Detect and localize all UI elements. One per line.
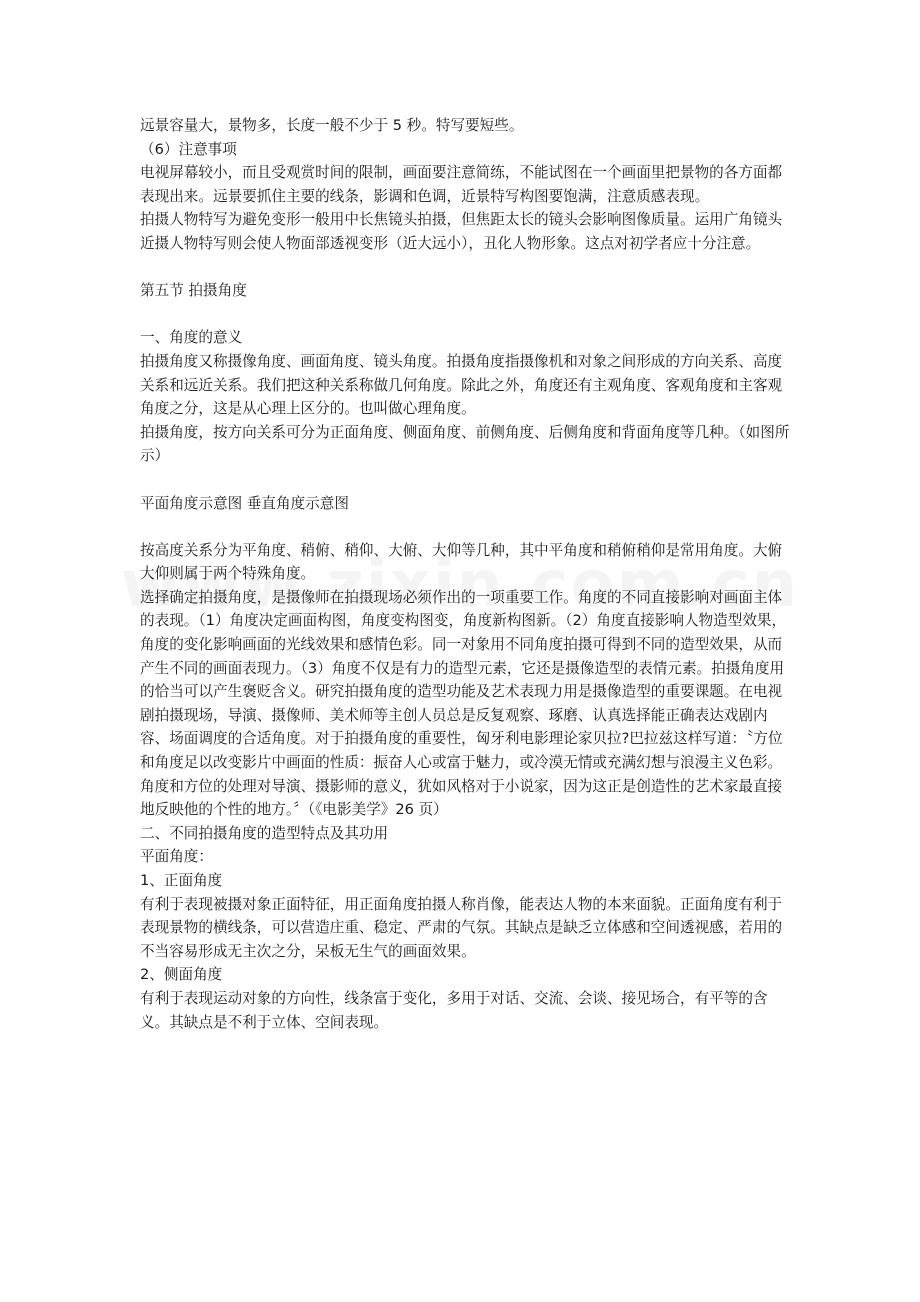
- heading-plane-angle: 平面角度：: [140, 848, 213, 866]
- heading-angle-features: 二、不同拍摄角度的造型特点及其功用: [140, 824, 389, 842]
- heading-front-angle: 1、正面角度: [140, 872, 223, 889]
- spacer: [140, 303, 790, 327]
- paragraph-side-angle: 有利于表现运动对象的方向性，线条富于变化，多用于对话、交流、会谈、接见场合，有平等的含义。其缺点是不利于立体、空间表现。: [140, 989, 768, 1031]
- paragraph-angle-definition: 拍摄角度又称摄像角度、画面角度、镜头角度。拍摄角度指摄像机和对象之间形成的方向关系、高度关系和远近关系。我们把这种关系称做几何角度。除此之外，角度还有主观角度、客观角度和主客观角度之分，这是从心理上区分的。也叫做心理角度。: [140, 352, 783, 418]
- paragraph-portrait-closeup: 拍摄人物特写为避免变形一般用中长焦镜头拍摄，但焦距太长的镜头会影响图像质量。运用广角镜头近摄人物特写则会使人物面部透视变形（近大远小），丑化人物形象。这点对初学者应十分注意。: [140, 211, 783, 252]
- figure-captions: 平面角度示意图 垂直角度示意图: [140, 494, 349, 512]
- spacer: [140, 256, 790, 280]
- spacer: [140, 515, 790, 539]
- paragraph-height-relation: 按高度关系分为平角度、稍俯、稍仰、大俯、大仰等几种，其中平角度和稍俯稍仰是常用角度。大俯大仰则属于两个特殊角度。: [140, 541, 783, 583]
- paragraph-choose-angle: 选择确定拍摄角度，是摄像师在拍摄现场必须作出的一项重要工作。角度的不同直接影响对画面主体的表现。（1）角度决定画面构图，角度变构图变，角度新构图新。（2）角度直接影响人物造型效果，角度的变化影响画面的光线效果和感情色彩。同一对象用不同角度拍摄可得到不同的造型效果，从而产生不同的画面表现力。（3）角度不仅是有力的造型元素，它还是摄像造型的表情元素。拍摄角度用的恰当可以产生褒贬含义。研究拍摄角度的造型功能及艺术表现力用是摄像造型的重要课题。在电视剧拍摄现场，导演、摄像师、美术师等主创人员总是反复观察、琢磨、认真选择能正确表达戏剧内容、场面调度的合适角度。对于拍摄角度的重要性，匈牙利电影理论家贝拉?巴拉兹这样写道：〝方位和角度足以改变影片中画面的性质：振奋人心或富于魅力，或冷漠无情或充满幻想与浪漫主义色彩。角度和方位的处理对导演、摄影师的意义，犹如风格对于小说家，因为这正是创造性的艺术家最直接地反映他的个性的地方。〞（《电影美学》26 页）: [140, 588, 787, 819]
- heading-side-angle: 2、侧面角度: [140, 966, 223, 984]
- spacer: [140, 468, 790, 492]
- paragraph-long-shot-duration: 远景容量大，景物多，长度一般不少于 5 秒。特写要短些。: [140, 117, 524, 134]
- section-title: 第五节 拍摄角度: [140, 282, 247, 300]
- paragraph-tv-screen: 电视屏幕较小，而且受观赏时间的限制，画面要注意简练，不能试图在一个画面里把景物的各方面都表现出来。远景要抓住主要的线条，影调和色调，近景特写构图要饱满，注意质感表现。: [140, 164, 783, 205]
- paragraph-direction-relation: 拍摄角度，按方向关系可分为正面角度、侧面角度、前侧角度、后侧角度和背面角度等几种。（如图所示）: [140, 423, 790, 465]
- paragraph-front-angle: 有利于表现被摄对象正面特征，用正面角度拍摄人称肖像，能表达人物的本来面貌。正面角度有利于表现景物的横线条，可以营造庄重、稳定、严肃的气氛。其缺点是缺乏立体感和空间透视感，若用的不当容易形成无主次之分，呆板无生气的画面效果。: [140, 895, 783, 960]
- heading-angle-meaning: 一、角度的意义: [140, 329, 243, 347]
- heading-notes: （6）注意事项: [140, 140, 237, 158]
- document-body: [140, 114, 790, 1034]
